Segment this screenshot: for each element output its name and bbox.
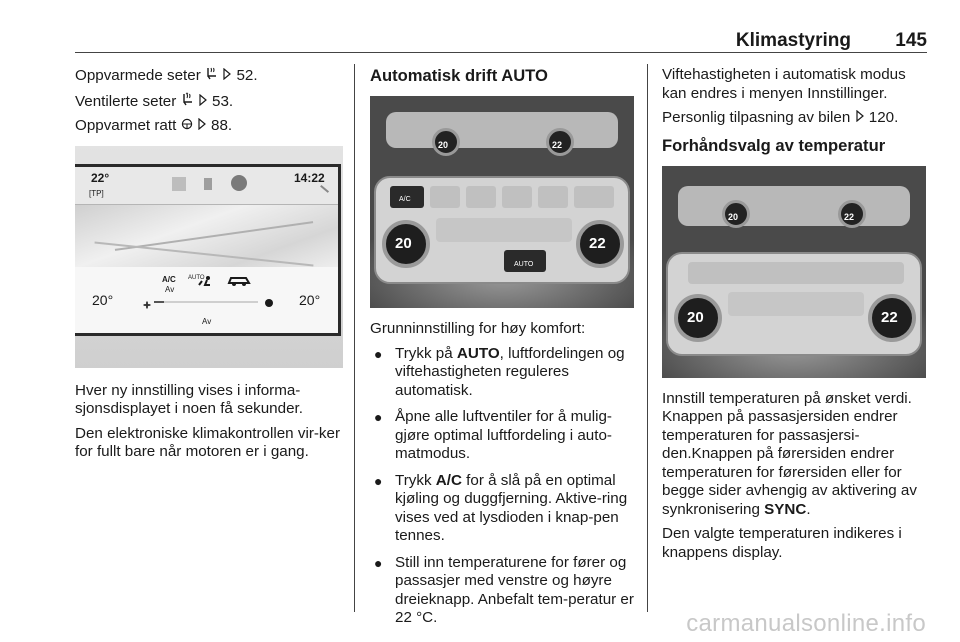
phone-icon[interactable] [204,178,212,190]
ac-value: Av [165,284,175,294]
auto-label[interactable]: AUTO [188,274,205,281]
page-ref-arrow-icon [198,93,208,112]
fan-buttons[interactable] [728,292,864,316]
climate-panel [666,252,922,356]
panel-button[interactable] [430,186,460,208]
recirculation-car-icon[interactable] [226,273,252,293]
display-clock: 14:22 [294,170,325,185]
panel-button[interactable] [466,186,496,208]
paragraph: Innstill temperaturen på ønsket verdi. Knappen på passasjersiden endrer temperaturen for passasjersi-den.Knappen på førersiden endrer temperaturen for førersiden eller for begge sider avhengig av aktivering av synkronisering SYNC. [662,389,917,518]
tp-label: [TP] [89,188,104,198]
small-knob-right[interactable]: 22 [546,128,574,156]
temp-knob-right[interactable]: 22 [868,294,916,342]
heated-steering-wheel-icon [181,117,193,136]
small-knob-left[interactable]: 20 [432,128,460,156]
ac-label[interactable]: A/C [162,274,176,284]
climate-panel-photo [370,96,634,308]
climate-panel [374,176,630,284]
paragraph: Hver ny innstilling vises i informa-sjonsdisplayet i noen få sekunder. [75,381,303,417]
map-background [75,205,338,267]
column-divider-left [354,64,355,612]
small-knob-right[interactable]: 22 [838,200,866,228]
list-item: ● Trykk på AUTO, luftfordelingen og viftehastigheten reguleres automatisk. [374,344,625,399]
fan-speed-fill [154,301,164,303]
display-temp-left[interactable]: 20° [92,291,114,308]
list-item: ● Still inn temperaturene for fører og passasjer med venstre og høyre dreieknapp. Anbefalt tem-peratur er 22 °C. [374,553,634,626]
temp-knob-left[interactable]: 20 [674,294,722,342]
ac-button[interactable]: A/C [390,186,424,208]
list-item: ● Åpne alle luftventiler for å mulig-gjøre optimal luftfordeling i auto-matmodus. [374,408,612,462]
chapter-title: Klimastyring [735,30,851,51]
temp-knob-left[interactable]: 20 [382,220,430,268]
column-2 [370,66,634,636]
display-outside-temp: 22° [91,170,110,185]
climate-display-image [75,146,343,368]
ventilated-seat-icon [181,92,194,112]
small-knob-left[interactable]: 20 [722,200,750,228]
button-row[interactable] [688,262,904,284]
watermark: carmanualsonline.info [686,610,926,637]
section-heading: Forhåndsvalg av temperatur [662,135,886,155]
ventilated-seats-line: Ventilerte seter 53. [75,92,234,110]
fan-buttons[interactable] [436,218,572,242]
panel-button[interactable] [502,186,532,208]
paragraph: Viftehastigheten i automatisk modus kan endres i menyen Innstillinger. [662,66,906,102]
paragraph: Grunninnstilling for høy komfort: [370,320,586,337]
page-header [75,30,927,52]
fan-speed-track[interactable] [154,301,258,303]
panel-button[interactable] [574,186,614,208]
page-number: 145 [895,30,927,51]
display-status-bar [75,167,338,205]
bullet-list [370,345,634,628]
page-ref[interactable]: 52. [236,67,258,84]
nav-icon[interactable] [231,175,247,191]
paragraph: Personlig tilpasning av bilen 120. [662,109,899,126]
list-item: ● Trykk A/C for å slå på en optimal kjøling og duggfjerning. Aktive-ring vises ved at lysdioden i knap-pen tennes. [374,471,628,544]
heated-seats-line: Oppvarmede seter 52. [75,67,258,84]
column-3 [662,66,930,568]
heated-seat-icon [205,66,218,86]
seat-icon[interactable] [172,177,186,191]
fan-max-icon [264,295,274,314]
paragraph: Den elektroniske klimakontrollen vir-ker for fullt bare når motoren er i gang. [75,424,341,460]
page-ref[interactable]: 53. [212,92,234,110]
fan-icon [142,297,152,316]
upper-panel [386,112,618,148]
page-ref-arrow-icon [855,109,865,128]
upper-panel [678,186,910,226]
heated-wheel-line: Oppvarmet ratt 88. [75,117,233,134]
panel-button[interactable] [538,186,568,208]
column-1 [75,66,343,468]
info-display-screen [75,164,341,336]
fan-label: Av [202,316,212,326]
page-ref[interactable]: 88. [211,117,233,134]
page-ref-arrow-icon [197,117,207,136]
section-heading: Automatisk drift AUTO [370,66,548,85]
page-ref-arrow-icon [222,67,232,86]
column-divider-right [647,64,648,612]
paragraph: Den valgte temperaturen indikeres i knappens display. [662,525,902,561]
display-temp-right[interactable]: 20° [299,291,321,308]
air-distribution-icon[interactable] [198,275,214,295]
temp-knob-right[interactable]: 22 [576,220,624,268]
auto-button[interactable]: AUTO [504,250,546,272]
climate-bar [75,267,338,333]
page-ref[interactable]: 120. [868,109,899,126]
header-rule [75,52,927,53]
climate-panel-photo [662,166,926,378]
